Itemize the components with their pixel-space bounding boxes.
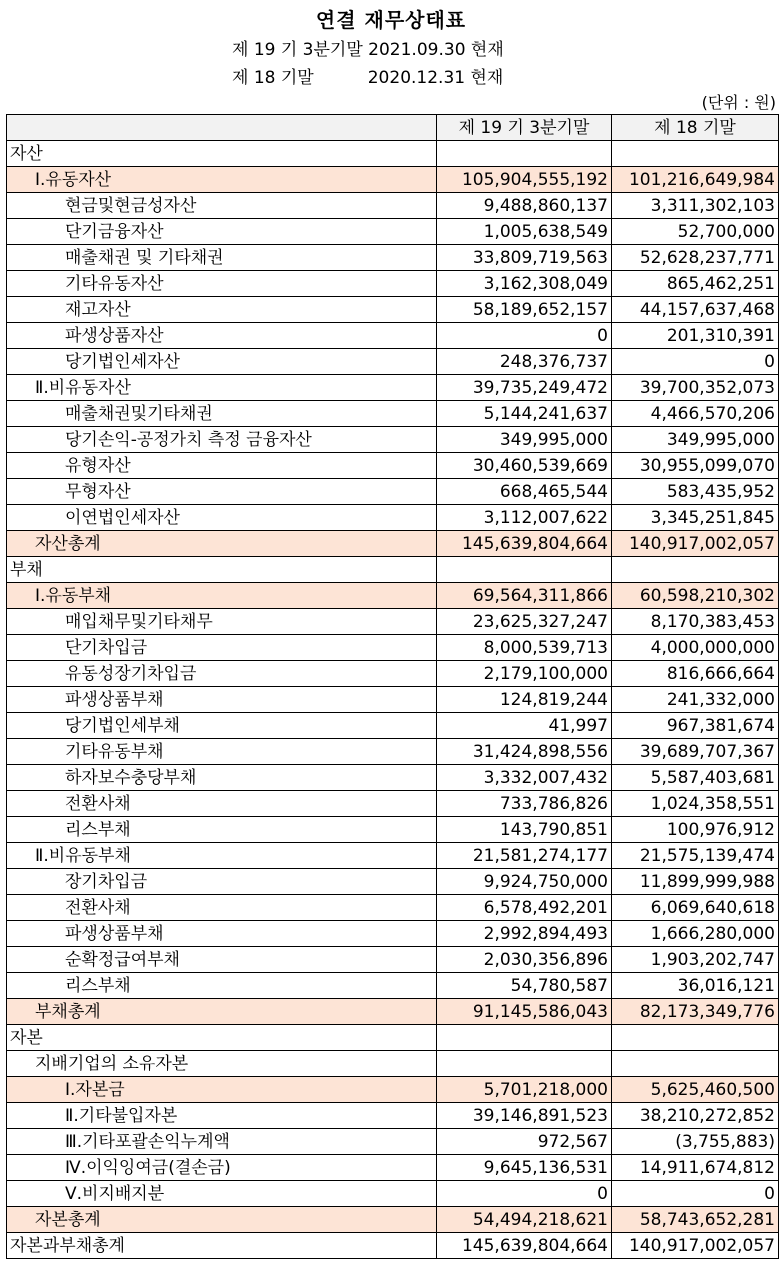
- table-row: [7, 453, 779, 479]
- prior-period-amount: 60,598,210,302: [612, 583, 779, 609]
- current-period-amount: 349,995,000: [437, 427, 612, 453]
- table-row: [7, 193, 779, 219]
- account-name: Ⅰ.유동자산: [7, 167, 437, 193]
- account-name: 매입채무및기타채무: [7, 609, 437, 635]
- account-name: 부채: [7, 557, 437, 583]
- table-row: [7, 1025, 779, 1051]
- prior-period-amount: 5,625,460,500: [612, 1077, 779, 1103]
- table-row: [7, 687, 779, 713]
- table-row: [7, 765, 779, 791]
- current-period-amount: 21,581,274,177: [437, 843, 612, 869]
- table-row: [7, 1181, 779, 1207]
- prior-period-amount: 1,903,202,747: [612, 947, 779, 973]
- prior-period-amount: 14,911,674,812: [612, 1155, 779, 1181]
- current-period-amount: 9,645,136,531: [437, 1155, 612, 1181]
- statement-title: 연결 재무상태표: [315, 8, 467, 32]
- prior-period-amount: 201,310,391: [612, 323, 779, 349]
- current-period-amount: 145,639,804,664: [437, 1233, 612, 1259]
- prior-period-amount: 3,311,302,103: [612, 193, 779, 219]
- table-row: [7, 661, 779, 687]
- current-period-amount: 31,424,898,556: [437, 739, 612, 765]
- account-name: Ⅱ.비유동자산: [7, 375, 437, 401]
- account-name: 파생상품부채: [7, 687, 437, 713]
- current-period-amount: 124,819,244: [437, 687, 612, 713]
- current-period-amount: 6,578,492,201: [437, 895, 612, 921]
- current-period-amount: [437, 1051, 612, 1077]
- account-name: 기타유동부채: [7, 739, 437, 765]
- account-name: 자산총계: [7, 531, 437, 557]
- current-period-amount: 9,924,750,000: [437, 869, 612, 895]
- current-period-amount: 23,625,327,247: [437, 609, 612, 635]
- table-row: [7, 219, 779, 245]
- current-period-amount: 54,780,587: [437, 973, 612, 999]
- current-period-amount: 3,162,308,049: [437, 271, 612, 297]
- current-period-amount: 0: [437, 323, 612, 349]
- current-period-amount: 3,112,007,622: [437, 505, 612, 531]
- prior-period-amount: 52,700,000: [612, 219, 779, 245]
- current-period-amount: 69,564,311,866: [437, 583, 612, 609]
- current-period-amount: 972,567: [437, 1129, 612, 1155]
- header-current-period: 제 19 기 3분기말: [437, 115, 612, 141]
- prior-period-amount: 4,000,000,000: [612, 635, 779, 661]
- table-row: [7, 531, 779, 557]
- current-period-amount: 58,189,652,157: [437, 297, 612, 323]
- account-name: 기타유동자산: [7, 271, 437, 297]
- table-row: [7, 1155, 779, 1181]
- prior-period-amount: 1,024,358,551: [612, 791, 779, 817]
- prior-period-amount: 349,995,000: [612, 427, 779, 453]
- current-period-amount: 3,332,007,432: [437, 765, 612, 791]
- account-name: Ⅰ.자본금: [7, 1077, 437, 1103]
- account-name: 자본총계: [7, 1207, 437, 1233]
- prior-period-amount: 967,381,674: [612, 713, 779, 739]
- prior-period-amount: 39,689,707,367: [612, 739, 779, 765]
- period-prior: 제 18 기말 2020.12.31 현재: [232, 68, 504, 88]
- period-current: 제 19 기 3분기말 2021.09.30 현재: [232, 40, 504, 60]
- table-row: [7, 973, 779, 999]
- account-name: Ⅳ.이익잉여금(결손금): [7, 1155, 437, 1181]
- prior-period-amount: [612, 557, 779, 583]
- account-name: 자본: [7, 1025, 437, 1051]
- prior-period-amount: 5,587,403,681: [612, 765, 779, 791]
- table-row: [7, 297, 779, 323]
- balance-sheet-table: [6, 114, 779, 1259]
- current-period-amount: 2,179,100,000: [437, 661, 612, 687]
- table-header-row: [7, 115, 779, 141]
- account-name: 매출채권및기타채권: [7, 401, 437, 427]
- prior-period-amount: 101,216,649,984: [612, 167, 779, 193]
- prior-period-amount: (3,755,883): [612, 1129, 779, 1155]
- prior-period-amount: 82,173,349,776: [612, 999, 779, 1025]
- table-row: [7, 999, 779, 1025]
- account-name: 순확정급여부채: [7, 947, 437, 973]
- account-name: 리스부채: [7, 817, 437, 843]
- account-name: 단기금융자산: [7, 219, 437, 245]
- account-name: 전환사채: [7, 895, 437, 921]
- prior-period-amount: 583,435,952: [612, 479, 779, 505]
- prior-period-amount: 0: [612, 1181, 779, 1207]
- account-name: 무형자산: [7, 479, 437, 505]
- table-row: [7, 817, 779, 843]
- prior-period-amount: 1,666,280,000: [612, 921, 779, 947]
- table-row: [7, 141, 779, 167]
- table-row: [7, 167, 779, 193]
- account-name: 자산: [7, 141, 437, 167]
- prior-period-amount: 100,976,912: [612, 817, 779, 843]
- prior-period-amount: 865,462,251: [612, 271, 779, 297]
- current-period-amount: [437, 141, 612, 167]
- table-row: [7, 843, 779, 869]
- prior-period-amount: 30,955,099,070: [612, 453, 779, 479]
- current-period-amount: 1,005,638,549: [437, 219, 612, 245]
- table-row: [7, 1051, 779, 1077]
- current-period-amount: [437, 1025, 612, 1051]
- account-name: 전환사채: [7, 791, 437, 817]
- account-name: 유형자산: [7, 453, 437, 479]
- prior-period-amount: 58,743,652,281: [612, 1207, 779, 1233]
- prior-period-amount: 36,016,121: [612, 973, 779, 999]
- prior-period-amount: 52,628,237,771: [612, 245, 779, 271]
- prior-period-amount: 4,466,570,206: [612, 401, 779, 427]
- table-row: [7, 583, 779, 609]
- account-name: Ⅱ.기타불입자본: [7, 1103, 437, 1129]
- table-row: [7, 1207, 779, 1233]
- prior-period-amount: 38,210,272,852: [612, 1103, 779, 1129]
- table-row: [7, 557, 779, 583]
- table-row: [7, 427, 779, 453]
- account-name: 재고자산: [7, 297, 437, 323]
- account-name: 당기법인세자산: [7, 349, 437, 375]
- current-period-amount: 248,376,737: [437, 349, 612, 375]
- account-name: 장기차입금: [7, 869, 437, 895]
- current-period-amount: 0: [437, 1181, 612, 1207]
- table-row: [7, 947, 779, 973]
- table-row: [7, 479, 779, 505]
- current-period-amount: 733,786,826: [437, 791, 612, 817]
- table-row: [7, 921, 779, 947]
- prior-period-amount: 21,575,139,474: [612, 843, 779, 869]
- table-row: [7, 401, 779, 427]
- account-name: Ⅱ.비유동부채: [7, 843, 437, 869]
- table-row: [7, 271, 779, 297]
- current-period-amount: 105,904,555,192: [437, 167, 612, 193]
- prior-period-amount: 8,170,383,453: [612, 609, 779, 635]
- account-name: Ⅲ.기타포괄손익누계액: [7, 1129, 437, 1155]
- table-row: [7, 869, 779, 895]
- current-period-amount: 54,494,218,621: [437, 1207, 612, 1233]
- header-prior-period: 제 18 기말: [612, 115, 779, 141]
- table-row: [7, 739, 779, 765]
- current-period-amount: 8,000,539,713: [437, 635, 612, 661]
- prior-period-amount: 3,345,251,845: [612, 505, 779, 531]
- account-name: 유동성장기차입금: [7, 661, 437, 687]
- table-row: [7, 505, 779, 531]
- account-name: 부채총계: [7, 999, 437, 1025]
- account-name: 당기손익-공정가치 측정 금융자산: [7, 427, 437, 453]
- prior-period-amount: 0: [612, 349, 779, 375]
- current-period-amount: 41,997: [437, 713, 612, 739]
- current-period-amount: 9,488,860,137: [437, 193, 612, 219]
- table-row: [7, 1233, 779, 1259]
- table-row: [7, 245, 779, 271]
- current-period-amount: 143,790,851: [437, 817, 612, 843]
- account-name: 파생상품자산: [7, 323, 437, 349]
- unit-label: (단위 : 원): [701, 93, 776, 112]
- account-name: 리스부채: [7, 973, 437, 999]
- account-name: 지배기업의 소유자본: [7, 1051, 437, 1077]
- table-row: [7, 1077, 779, 1103]
- current-period-amount: 2,992,894,493: [437, 921, 612, 947]
- table-row: [7, 635, 779, 661]
- prior-period-amount: [612, 1025, 779, 1051]
- account-name: 당기법인세부채: [7, 713, 437, 739]
- account-name: 파생상품부채: [7, 921, 437, 947]
- account-name: Ⅰ.유동부채: [7, 583, 437, 609]
- prior-period-amount: 241,332,000: [612, 687, 779, 713]
- account-name: 자본과부채총계: [7, 1233, 437, 1259]
- table-row: [7, 713, 779, 739]
- current-period-amount: 39,146,891,523: [437, 1103, 612, 1129]
- account-name: 매출채권 및 기타채권: [7, 245, 437, 271]
- current-period-amount: 5,144,241,637: [437, 401, 612, 427]
- table-row: [7, 323, 779, 349]
- account-name: 이연법인세자산: [7, 505, 437, 531]
- current-period-amount: 5,701,218,000: [437, 1077, 612, 1103]
- account-name: 하자보수충당부채: [7, 765, 437, 791]
- prior-period-amount: [612, 141, 779, 167]
- current-period-amount: [437, 557, 612, 583]
- current-period-amount: 668,465,544: [437, 479, 612, 505]
- current-period-amount: 39,735,249,472: [437, 375, 612, 401]
- current-period-amount: 145,639,804,664: [437, 531, 612, 557]
- prior-period-amount: 140,917,002,057: [612, 531, 779, 557]
- prior-period-amount: 6,069,640,618: [612, 895, 779, 921]
- current-period-amount: 91,145,586,043: [437, 999, 612, 1025]
- prior-period-amount: 39,700,352,073: [612, 375, 779, 401]
- prior-period-amount: 140,917,002,057: [612, 1233, 779, 1259]
- account-name: 현금및현금성자산: [7, 193, 437, 219]
- table-row: [7, 1103, 779, 1129]
- account-name: 단기차입금: [7, 635, 437, 661]
- prior-period-amount: 11,899,999,988: [612, 869, 779, 895]
- table-row: [7, 609, 779, 635]
- table-row: [7, 375, 779, 401]
- table-row: [7, 895, 779, 921]
- current-period-amount: 2,030,356,896: [437, 947, 612, 973]
- current-period-amount: 33,809,719,563: [437, 245, 612, 271]
- account-name: Ⅴ.비지배지분: [7, 1181, 437, 1207]
- table-row: [7, 791, 779, 817]
- table-row: [7, 349, 779, 375]
- header-account: [7, 115, 437, 141]
- prior-period-amount: 816,666,664: [612, 661, 779, 687]
- table-body: [7, 141, 779, 1259]
- current-period-amount: 30,460,539,669: [437, 453, 612, 479]
- prior-period-amount: [612, 1051, 779, 1077]
- table-row: [7, 1129, 779, 1155]
- prior-period-amount: 44,157,637,468: [612, 297, 779, 323]
